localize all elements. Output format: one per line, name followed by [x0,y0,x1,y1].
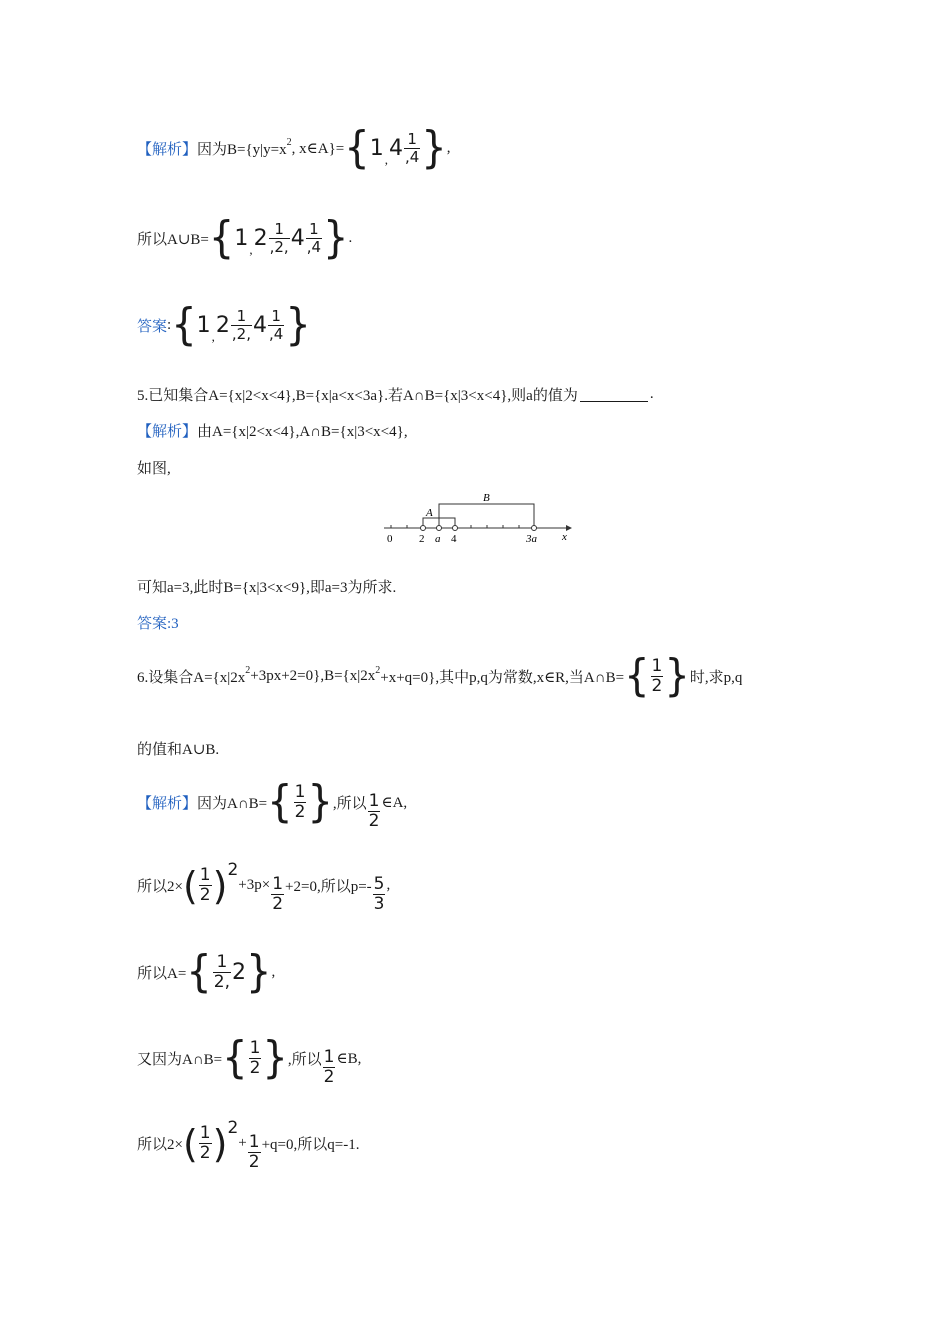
analysis-text: +2=0,所以p=- [285,879,372,895]
q4-text: , x∈A}= [291,140,345,157]
fraction: $\frac{1}{,2,}$ [231,306,251,343]
analysis-text: ,所以 [287,1051,322,1068]
left-brace: { [171,300,197,350]
fraction: $\frac{1}{2}$ [248,1132,260,1172]
left-paren: ( [182,863,198,908]
answer-tag: 答案 [137,318,168,335]
superscript: 2 [286,136,292,148]
set-element: 4 [290,225,305,251]
analysis-text: 因为A∩B= [197,795,268,812]
exponent: 2 [227,859,239,880]
set-element: 4 [253,312,267,338]
question-text: 的值和A∪B. [137,742,220,758]
label-B: B [483,492,490,504]
set-element: 4 [388,135,403,161]
analysis-tag: 【解析】 [137,424,198,440]
fraction: $\frac{1}{,4}$ [306,219,322,256]
analysis-text: 所以2× [137,1137,183,1153]
fraction: $\frac{1}{2,}$ [213,951,230,992]
open-point-3a [532,526,537,531]
analysis-tag: 【解析】 [137,141,198,158]
right-brace: } [323,213,349,263]
question-text: +3px+2=0},B={x|2x [250,667,376,684]
fraction: $\frac{1}{2}$ [199,1123,211,1163]
q5-analysis [137,420,408,441]
punct: , [446,139,451,156]
tick-label: 3a [526,533,537,545]
tick-label: 4 [451,533,457,545]
q5-stem [137,384,654,405]
set-element: 1 [234,225,249,251]
set-element: 2 [253,225,268,251]
question-text: 6.设集合A={x|2x [137,669,246,686]
analysis-text: ,所以 [332,795,367,812]
open-point-4 [453,526,458,531]
left-brace: { [267,777,293,827]
axis-arrow [566,525,572,531]
comma: , [211,329,215,344]
right-paren: ) [212,863,228,908]
punct: , [386,877,391,893]
q6-step4 [137,1033,362,1087]
q6-step1 [137,777,408,831]
left-brace: { [186,947,212,997]
fraction: $\frac{1}{2}$ [199,865,211,905]
analysis-text: 由A={x|2<x<4},A∩B={x|3<x<4}, [197,424,408,440]
set-element: 1 [196,312,211,338]
analysis-text: ∈A, [381,794,408,811]
analysis-text: 所以2× [137,879,183,895]
analysis-text: +q=0,所以q=-1. [261,1137,360,1153]
superscript: 2 [245,664,251,676]
fraction: $\frac{1}{2}$ [651,655,663,696]
fraction: $\frac{1}{2}$ [249,1037,261,1078]
analysis-text: +3p× [238,877,271,893]
right-brace: } [262,1033,288,1083]
analysis-tag: 【解析】 [137,795,198,812]
fraction: $\frac{1}{,4}$ [404,129,420,166]
tick-label: 0 [387,533,393,545]
open-point-a [437,526,442,531]
right-brace: } [285,300,311,350]
fraction: $\frac{1}{2}$ [368,790,380,831]
number-line-figure [380,488,575,548]
q5-conclusion [137,576,396,597]
analysis-text: 可知a=3,此时B={x|3<x<9},即a=3为所求. [137,580,397,596]
left-brace: { [624,651,650,701]
q6-stem-line2 [137,738,219,759]
right-brace: } [245,947,272,997]
q6-step2 [137,859,391,914]
left-brace: { [344,123,370,173]
fraction: $\frac{1}{2}$ [272,874,284,914]
fraction: $\frac{1}{2}$ [323,1046,335,1087]
q4-answer [137,300,311,350]
q4-analysis-line1 [137,123,451,173]
set-element: 2 [215,312,230,338]
analysis-text: 所以A= [137,965,187,982]
q4-analysis-line2 [137,213,353,263]
tick-label: a [435,533,441,545]
set-B-bracket [439,504,534,528]
analysis-text: 如图, [137,461,171,477]
superscript: 2 [375,664,381,676]
tick-label: 2 [419,533,425,545]
right-brace: } [421,123,447,173]
comma: , [384,152,388,167]
set-element: 2 [231,959,246,985]
analysis-text: + [238,1135,247,1151]
q6-step5 [137,1117,360,1172]
analysis-text: 又因为A∩B= [137,1051,223,1068]
punct: . [649,386,654,402]
left-paren: ( [182,1121,198,1166]
exponent: 2 [227,1117,239,1138]
right-paren: ) [212,1121,228,1166]
analysis-text: ∈B, [336,1050,362,1067]
left-brace: { [208,213,235,263]
right-brace: } [307,777,333,827]
right-brace: } [664,651,690,701]
fraction: $\frac{1}{2}$ [294,781,306,822]
question-text: 5.已知集合A={x|2<x<4},B={x|a<x<3a}.若A∩B={x|3<x<4},则a的值为 [137,388,578,404]
question-text: 时,求p,q [689,669,743,686]
punct: . [348,229,353,246]
question-text: +x+q=0},其中p,q为常数,x∈R,当A∩B= [380,669,625,686]
q4-text: 所以A∪B= [137,231,209,248]
fraction: $\frac{1}{,4}$ [269,306,284,343]
fraction: $\frac{1}{,2,}$ [269,219,289,256]
q4-text: 因为B={y|y=x [197,141,287,158]
q5-answer [137,612,179,633]
set-element: 1 [369,135,384,161]
q6-step3 [137,947,276,997]
q6-stem [137,651,743,701]
left-brace: { [222,1033,248,1083]
label-A: A [426,507,433,519]
punct: , [271,963,276,980]
open-point-2 [421,526,426,531]
fraction: $\frac{5}{3}$ [373,874,385,914]
comma: , [249,242,253,257]
axis-variable-label: x [562,531,567,543]
q5-rutu [137,457,171,478]
colon: : [167,316,172,333]
answer-text: 答案:3 [137,616,179,632]
answer-blank [580,387,648,402]
